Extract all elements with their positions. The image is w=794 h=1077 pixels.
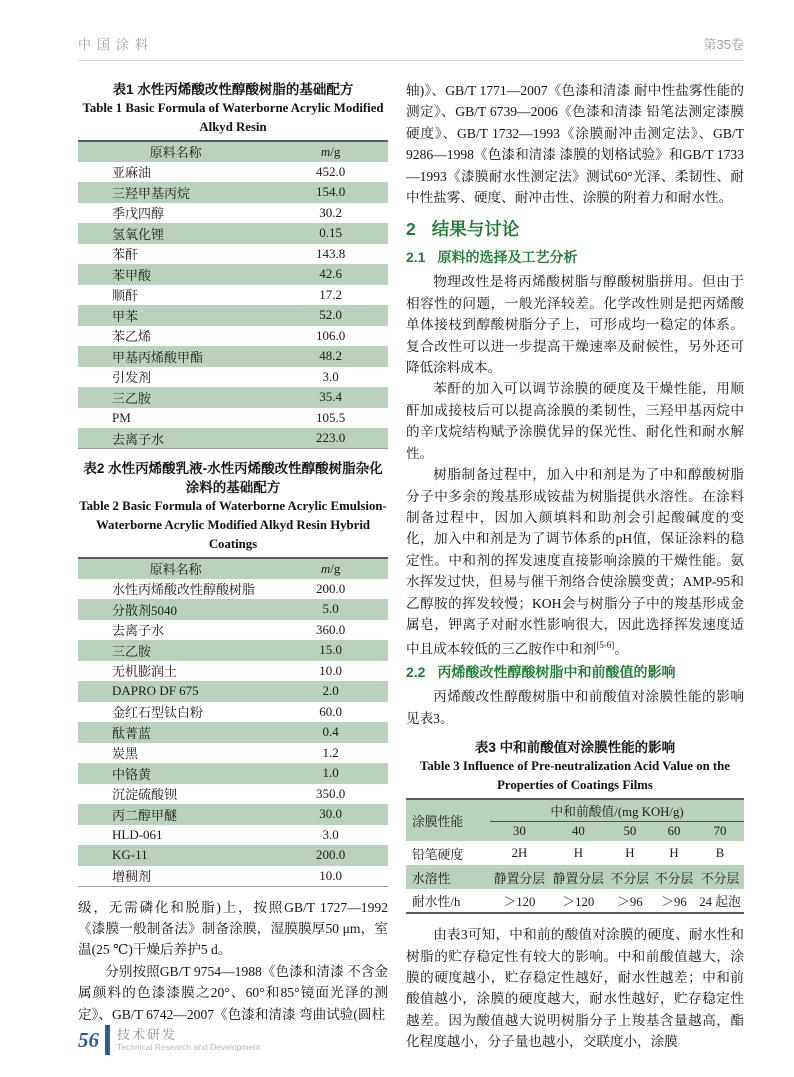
acid-value-30: 30 [513,823,526,838]
ingredient-name: 氢氧化锂 [112,226,165,242]
table2 [78,557,388,887]
ingredient-name: 金红石型钛白粉 [112,705,204,721]
ingredient-mass: 452.0 [316,163,346,179]
property-value: ＞96 [661,895,687,910]
page-footer [78,1025,260,1055]
table-row [78,743,388,764]
table-row [78,203,388,224]
ingredient-name: 苯乙烯 [112,329,152,345]
table1 [78,140,388,449]
property-value: ＞120 [562,895,595,910]
table-row [78,244,388,265]
table3-header-row-1 [406,799,744,821]
subsection-heading-2-2: 2.2 丙烯酸改性醇酸树脂中和前酸值的影响 [406,664,676,681]
ingredient-name: 苯甲酸 [112,267,152,283]
table-row [78,784,388,805]
ingredient-name: 去离子水 [112,431,165,447]
ingredient-mass: 3.0 [322,368,339,384]
table3-caption-zh: 表3 中和前酸值对涂膜性能的影响 [474,740,676,756]
page-number: 56 [78,1027,99,1052]
ingredient-name: 甲基丙烯酸甲酯 [112,349,204,365]
table1-caption-en: Table 1 Basic Formula of Waterborne Acrylic Modified Alkyd Resin [82,101,384,134]
table3-caption-en: Table 3 Influence of Pre-neutralization Acid Value on the Properties of Coatings Films [420,759,730,793]
table2-caption-zh: 表2 水性丙烯酸乳液-水性丙烯酸改性醇酸树脂杂化涂料的基础配方 [83,461,383,495]
property-value: 2H [511,845,528,860]
ingredient-name: 炭黑 [112,746,139,762]
ingredient-name: KG-11 [112,847,148,863]
table1-caption-zh: 表1 水性丙烯酸改性醇酸树脂的基础配方 [112,82,354,97]
left-column [78,80,388,1025]
table1-body [78,162,388,449]
table-row [78,620,388,641]
ingredient-name: 三乙胺 [112,390,152,406]
citation-ref: [5-6] [596,640,615,651]
table-row [78,722,388,743]
ingredient-name: 苯酐 [112,247,139,263]
table-row [78,305,388,326]
table-row [78,579,388,600]
table-row [78,162,388,183]
body-paragraph: 物理改性是将丙烯酸树脂与醇酸树脂拼用。但由于相容性的问题，一般光泽较差。化学改性则是把丙烯酸单体接枝到醇酸树脂分子上，可形成均一稳定的体系。复合改性可以进一步提高干燥速率及耐候性，另外还可降低涂料成本。 [406,274,744,376]
table-row [78,346,388,367]
table1-col-mass: m/g [320,143,341,159]
acid-value-40: 40 [571,823,585,838]
acid-value-50: 50 [623,823,637,838]
body-paragraph: 级，无需磷化和脱脂)上，按照GB/T 1727—1992《漆膜一般制备法》制备涂膜，湿膜膜厚50 μm，室温(25 ℃)干燥后养护5 d。 [78,899,388,958]
right-column [406,80,744,1053]
table-row [78,182,388,203]
ingredient-mass: 15.0 [319,642,343,658]
table-row [78,681,388,702]
property-value: 24 起泡 [699,895,741,910]
ingredient-mass: 200.0 [316,580,346,596]
ingredient-mass: 1.0 [322,765,339,781]
journal-title: 中国涂料 [78,37,155,52]
ingredient-mass: 154.0 [316,184,346,200]
table-row [78,285,388,306]
table-row [78,367,388,388]
table-row [78,408,388,429]
table-row [78,640,388,661]
ingredient-mass: 350.0 [316,785,346,801]
body-paragraph: 丙烯酸改性醇酸树脂中和前酸值对涂膜性能的影响见表3。 [406,689,744,726]
ingredient-mass: 10.0 [319,867,343,883]
table-row [78,428,388,449]
ingredient-name: HLD-061 [112,826,163,842]
table1-col-ingredient: 原料名称 [149,145,202,161]
table1-header-row [78,141,388,162]
table-row [406,865,744,889]
ingredient-mass: 5.0 [322,601,339,617]
table-row [406,841,744,865]
property-value: 静置分层 [493,871,546,886]
ingredient-mass: 0.4 [322,724,339,740]
ingredient-mass: 30.0 [319,806,343,822]
ingredient-name: PM [112,409,131,425]
ingredient-mass: 30.2 [319,204,343,220]
ingredient-name: DAPRO DF 675 [112,683,199,699]
table3-body [406,841,744,913]
property-value: ＞96 [617,895,643,910]
ingredient-mass: 360.0 [316,621,346,637]
ingredient-mass: 60.0 [319,703,343,719]
body-paragraph: 苯酐的加入可以调节涂膜的硬度及干燥性能，用顺酐加成接枝后可以提高涂膜的柔韧性，三羟甲基丙烷中的辛戊烷结构赋予涂膜优异的保光性、耐化性和耐水解性。 [406,381,744,461]
ingredient-name: 甲苯 [112,308,139,324]
ingredient-mass: 42.6 [319,266,343,282]
property-value: H [573,845,583,860]
ingredient-name: 三羟甲基丙烷 [112,185,191,201]
table3 [406,798,744,914]
table-row [78,702,388,723]
table-row [78,661,388,682]
ingredient-name: 沉淀硫酸钡 [112,787,178,803]
ingredient-mass: 35.4 [319,389,343,405]
ingredient-mass: 3.0 [322,826,339,842]
property-value: 不分层 [610,871,650,886]
ingredient-mass: 0.15 [319,225,343,241]
subsection-heading-2-1: 2.1 原料的选择及工艺分析 [406,249,578,266]
body-paragraph: 由表3可知，中和前的酸值对涂膜的硬度、耐水性和树脂的贮存稳定性有较大的影响。中和前酸值越大，涂膜的硬度越小，贮存稳定性越好，耐水性越差；中和前酸值越小，涂膜的硬度越大，耐水性越好，贮存稳定性越差。因为酸值越大说明树脂分子上羧基含量越高，酯化程度越小，分子量也越小，交联度小，涂膜 [406,927,744,1050]
ingredient-name: 引发剂 [112,370,152,386]
property-value: ＞120 [503,895,536,910]
ingredient-mass: 143.8 [316,245,346,261]
body-paragraph: 树脂制备过程中，加入中和剂是为了中和醇酸树脂分子中多余的羧基形成铵盐为树脂提供水溶性。在涂料制备过程中，因加入颜填料和助剂会引起酸碱度的变化，加入中和剂是为了调节体系的pH值，保证涂料的稳定性。中和剂的挥发速度直接影响涂膜的干燥性能。氨水挥发过快，但易与催干剂络合使涂膜变黄；AMP-95和乙醇胺的挥发较慢；KOH会与树脂分子中的羧基形成金属皂，钾离子对耐水性影响很大，因此选择挥发速度适中且成本较低的三乙胺作中和剂[5-6]。 [406,467,744,657]
table-row [78,866,388,887]
footer-section-en: Technical Research and Development [117,1042,261,1052]
property-value: 不分层 [700,871,740,886]
ingredient-mass: 52.0 [319,307,343,323]
ingredient-name: 中铬黄 [112,766,152,782]
volume-label: 第35卷 [703,37,744,52]
table-row [78,845,388,866]
ingredient-name: 季戊四醇 [112,206,165,222]
ingredient-mass: 10.0 [319,662,343,678]
ingredient-mass: 2.0 [322,683,339,699]
ingredient-name: 分散剂5040 [112,602,178,618]
table-row [78,264,388,285]
table-row [78,804,388,825]
property-value: 不分层 [654,871,694,886]
table2-body [78,579,388,887]
table-row [78,387,388,408]
property-value: H [669,845,679,860]
property-name: 耐水性/h [412,895,461,910]
ingredient-name: 酞菁蓝 [112,725,152,741]
ingredient-mass: 1.2 [322,744,339,760]
ingredient-name: 亚麻油 [112,165,152,181]
table-row [406,889,744,913]
ingredient-mass: 105.5 [316,409,346,425]
property-value: H [625,845,635,860]
table-row [78,223,388,244]
section-heading-results: 2 结果与讨论 [406,219,520,240]
ingredient-mass: 200.0 [316,847,346,863]
table2-caption-en: Table 2 Basic Formula of Waterborne Acrylic Emulsion-Waterborne Acrylic Modified Alkyd Resin Hybrid Coatings [79,499,387,551]
table-row [78,825,388,846]
property-name: 铅笔硬度 [412,847,464,862]
ingredient-mass: 17.2 [319,286,343,302]
table2-col-mass: m/g [320,560,341,576]
ingredient-name: 无机膨润土 [112,664,178,680]
ingredient-name: 丙二醇甲醚 [112,807,178,823]
property-name: 水溶性 [412,871,451,886]
footer-divider-bar [105,1025,110,1055]
ingredient-name: 三乙胺 [112,643,152,659]
footer-section-zh: 技术研发 [117,1027,178,1042]
ingredient-mass: 106.0 [316,327,346,343]
page-header [78,34,744,61]
table-row [78,326,388,347]
body-paragraph: 分别按照GB/T 9754—1988《色漆和清漆 不含金属颜料的色漆漆膜之20°、60°和85°镜面光泽的测定》、GB/T 6742—2007《色漆和清漆 弯曲试验(圆柱 [78,963,388,1022]
property-value: 静置分层 [552,871,604,886]
table-row [78,599,388,620]
property-value: B [715,845,725,860]
ingredient-name: 去离子水 [112,623,165,639]
body-paragraph: 轴)》、GB/T 1771—2007《色漆和清漆 耐中性盐雾性能的测定》、GB/T 6739—2006《色漆和清漆 铅笔法测定漆膜硬度》、GB/T 1732—1993《涂膜耐冲击测定法》、GB/T 9286—1998《色漆和清漆 漆膜的划格试验》和GB/T 1733—1993《漆膜耐水性测定法》测试60°光泽、柔韧性、耐中性盐雾、硬度、耐冲击性、涂膜的附着力和耐水性。 [406,83,744,206]
table-row [78,763,388,784]
ingredient-name: 增稠剂 [112,869,152,884]
ingredient-name: 水性丙烯酸改性醇酸树脂 [112,582,256,598]
ingredient-mass: 223.0 [316,430,346,445]
ingredient-mass: 48.2 [319,348,343,364]
table2-header-row [78,558,388,579]
table3-group-header: 中和前酸值/(mg KOH/g) [490,799,744,821]
acid-value-70: 70 [713,823,727,838]
ingredient-name: 顺酐 [112,288,139,304]
table3-row-header: 涂膜性能 [412,815,464,830]
acid-value-60: 60 [667,823,681,838]
table2-col-ingredient: 原料名称 [149,562,202,578]
